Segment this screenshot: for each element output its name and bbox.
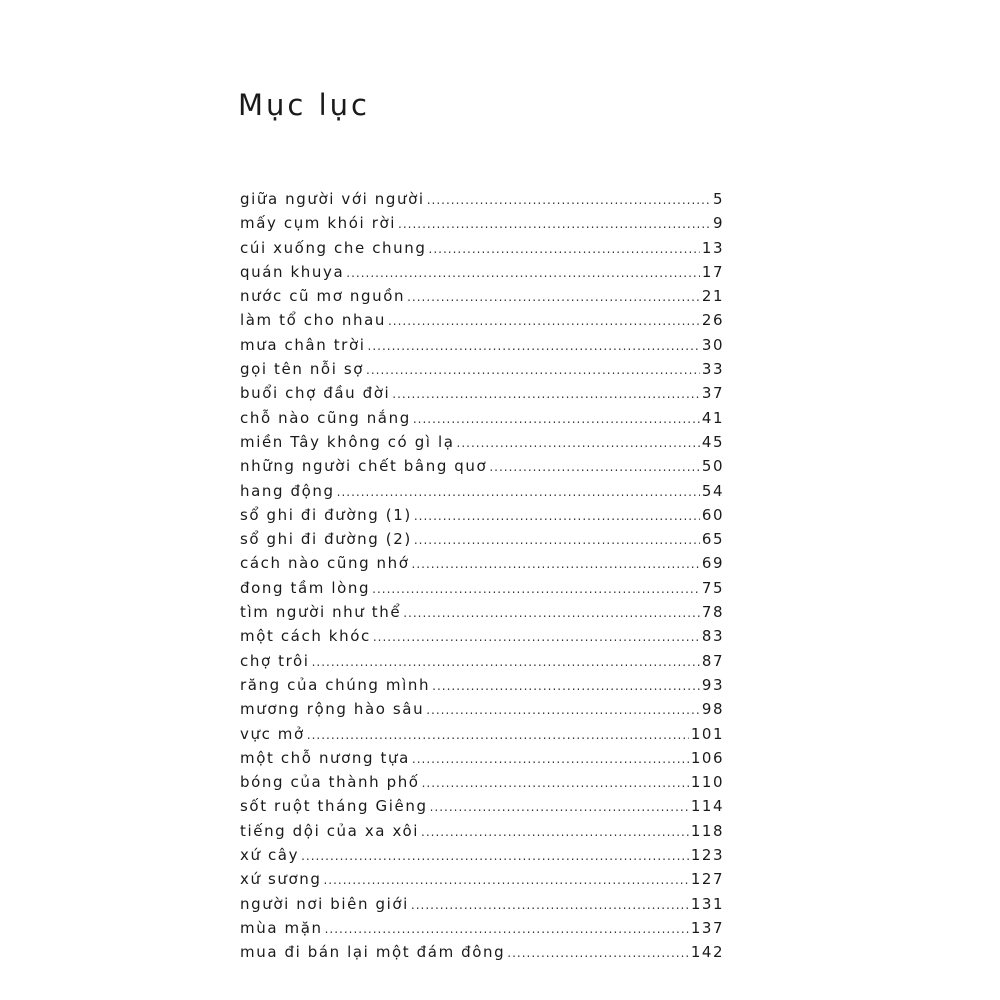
dot-leader bbox=[312, 655, 700, 669]
toc-entry-title: xứ sương bbox=[240, 870, 322, 889]
toc-entry-title: quán khuya bbox=[240, 262, 345, 281]
toc-entry bbox=[240, 700, 724, 724]
toc-entry-page-number: 114 bbox=[690, 797, 724, 816]
toc-entry-title: đong tầm lòng bbox=[240, 578, 371, 597]
toc-entry-page-number: 17 bbox=[701, 262, 724, 281]
page-title: Mục lục bbox=[238, 88, 370, 122]
toc-entry-title: người nơi biên giới bbox=[240, 894, 409, 913]
toc-entry bbox=[240, 870, 724, 894]
dot-leader bbox=[325, 922, 689, 936]
toc-entry-page-number: 87 bbox=[701, 651, 724, 670]
toc-entry bbox=[240, 384, 724, 408]
toc-entry bbox=[240, 214, 724, 238]
toc-entry bbox=[240, 457, 724, 481]
toc-entry-title: tiếng dội của xa xôi bbox=[240, 821, 420, 840]
dot-leader bbox=[398, 217, 711, 231]
dot-leader bbox=[373, 630, 700, 644]
toc-entry-title: sổ ghi đi đường (1) bbox=[240, 505, 412, 524]
toc-entry-title: một chỗ nương tựa bbox=[240, 748, 410, 767]
dot-leader bbox=[307, 728, 689, 742]
dot-leader bbox=[432, 679, 700, 693]
toc-entry-page-number: 13 bbox=[701, 238, 724, 257]
dot-leader bbox=[346, 266, 700, 280]
toc-entry bbox=[240, 190, 724, 214]
toc-entry-title: răng của chúng mình bbox=[240, 675, 431, 694]
toc-entry-page-number: 101 bbox=[690, 724, 724, 743]
toc-entry bbox=[240, 506, 724, 530]
toc-entry bbox=[240, 311, 724, 335]
dot-leader bbox=[337, 485, 700, 499]
toc-entry bbox=[240, 433, 724, 457]
toc-entry-page-number: 30 bbox=[701, 335, 724, 354]
toc-entry-title: cúi xuống che chung bbox=[240, 238, 427, 257]
toc-entry-page-number: 78 bbox=[701, 603, 724, 622]
toc-entry bbox=[240, 943, 724, 967]
toc-entry bbox=[240, 676, 724, 700]
toc-entry-page-number: 83 bbox=[701, 627, 724, 646]
toc-entry-title: làm tổ cho nhau bbox=[240, 311, 386, 330]
toc-entry-page-number: 127 bbox=[690, 870, 724, 889]
dot-leader bbox=[323, 873, 688, 887]
dot-leader bbox=[388, 314, 700, 328]
toc-entry bbox=[240, 919, 724, 943]
toc-entry-page-number: 9 bbox=[712, 214, 724, 233]
dot-leader bbox=[430, 800, 689, 814]
dot-leader bbox=[414, 533, 700, 547]
toc-entry-page-number: 69 bbox=[701, 554, 724, 573]
dot-leader bbox=[429, 242, 700, 256]
dot-leader bbox=[411, 898, 689, 912]
dot-leader bbox=[412, 557, 700, 571]
toc-entry-title: mua đi bán lại một đám đông bbox=[240, 943, 506, 962]
toc-entry-title: nước cũ mơ nguồn bbox=[240, 287, 406, 306]
toc-entry-title: sốt ruột tháng Giêng bbox=[240, 797, 428, 816]
toc-entry bbox=[240, 239, 724, 263]
toc-entry-title: xứ cây bbox=[240, 846, 300, 865]
toc-entry-title: bóng của thành phố bbox=[240, 773, 420, 792]
toc-entry-title: hang động bbox=[240, 481, 335, 500]
dot-leader bbox=[457, 436, 700, 450]
toc-entry bbox=[240, 287, 724, 311]
toc-entry bbox=[240, 822, 724, 846]
toc-entry-title: gọi tên nỗi sợ bbox=[240, 360, 365, 379]
dot-leader bbox=[426, 703, 700, 717]
toc-entry-page-number: 45 bbox=[701, 432, 724, 451]
toc-entry-page-number: 142 bbox=[690, 943, 724, 962]
toc-entry-title: chợ trôi bbox=[240, 651, 310, 670]
dot-leader bbox=[422, 776, 689, 790]
dot-leader bbox=[392, 387, 700, 401]
toc-entry-page-number: 26 bbox=[701, 311, 724, 330]
toc-entry-page-number: 50 bbox=[701, 457, 724, 476]
dot-leader bbox=[413, 412, 700, 426]
toc-entry bbox=[240, 773, 724, 797]
toc-entry-page-number: 21 bbox=[701, 287, 724, 306]
toc-entry-page-number: 5 bbox=[712, 190, 724, 208]
dot-leader bbox=[414, 509, 700, 523]
toc-entry-title: mùa mặn bbox=[240, 918, 323, 937]
toc-entry bbox=[240, 846, 724, 870]
toc-entry-page-number: 137 bbox=[690, 918, 724, 937]
toc-entry bbox=[240, 797, 724, 821]
toc-entry-title: mưa chân trời bbox=[240, 335, 366, 354]
toc-entry-page-number: 54 bbox=[701, 481, 724, 500]
toc-entry-title: giữa người với người bbox=[240, 190, 425, 208]
toc-entry-page-number: 110 bbox=[690, 773, 724, 792]
dot-leader bbox=[412, 752, 689, 766]
table-of-contents bbox=[240, 190, 724, 968]
toc-entry-title: một cách khóc bbox=[240, 627, 371, 646]
toc-entry bbox=[240, 725, 724, 749]
toc-entry-title: sổ ghi đi đường (2) bbox=[240, 530, 412, 549]
toc-entry-page-number: 123 bbox=[690, 846, 724, 865]
toc-entry bbox=[240, 409, 724, 433]
toc-entry-page-number: 118 bbox=[690, 821, 724, 840]
toc-entry bbox=[240, 530, 724, 554]
dot-leader bbox=[421, 825, 689, 839]
toc-entry-page-number: 93 bbox=[701, 675, 724, 694]
toc-entry-title: miền Tây không có gì lạ bbox=[240, 432, 455, 451]
toc-entry-title: cách nào cũng nhớ bbox=[240, 554, 410, 573]
dot-leader bbox=[407, 290, 700, 304]
toc-entry-page-number: 41 bbox=[701, 408, 724, 427]
toc-entry-page-number: 37 bbox=[701, 384, 724, 403]
toc-entry bbox=[240, 263, 724, 287]
dot-leader bbox=[372, 582, 700, 596]
dot-leader bbox=[301, 849, 689, 863]
dot-leader bbox=[403, 606, 700, 620]
toc-entry-page-number: 60 bbox=[701, 505, 724, 524]
toc-entry bbox=[240, 749, 724, 773]
toc-entry-page-number: 33 bbox=[701, 360, 724, 379]
toc-entry bbox=[240, 482, 724, 506]
toc-entry-page-number: 106 bbox=[690, 748, 724, 767]
toc-entry bbox=[240, 360, 724, 384]
toc-entry bbox=[240, 652, 724, 676]
toc-entry bbox=[240, 627, 724, 651]
dot-leader bbox=[368, 339, 700, 353]
dot-leader bbox=[507, 946, 689, 960]
toc-entry-title: những người chết bâng quơ bbox=[240, 457, 488, 476]
toc-entry-title: tìm người như thể bbox=[240, 603, 402, 622]
toc-entry bbox=[240, 554, 724, 578]
dot-leader bbox=[366, 363, 700, 377]
dot-leader bbox=[427, 193, 711, 207]
toc-entry-title: buổi chợ đầu đời bbox=[240, 384, 391, 403]
toc-entry-title: chỗ nào cũng nắng bbox=[240, 408, 411, 427]
dot-leader bbox=[489, 460, 700, 474]
toc-entry bbox=[240, 895, 724, 919]
toc-entry bbox=[240, 336, 724, 360]
toc-entry-title: mấy cụm khói rời bbox=[240, 214, 397, 233]
toc-entry-title: mương rộng hào sâu bbox=[240, 700, 425, 719]
toc-entry-title: vực mở bbox=[240, 724, 305, 743]
toc-entry bbox=[240, 603, 724, 627]
toc-entry bbox=[240, 579, 724, 603]
toc-entry-page-number: 98 bbox=[701, 700, 724, 719]
toc-entry-page-number: 65 bbox=[701, 530, 724, 549]
toc-entry-page-number: 131 bbox=[690, 894, 724, 913]
toc-entry-page-number: 75 bbox=[701, 578, 724, 597]
